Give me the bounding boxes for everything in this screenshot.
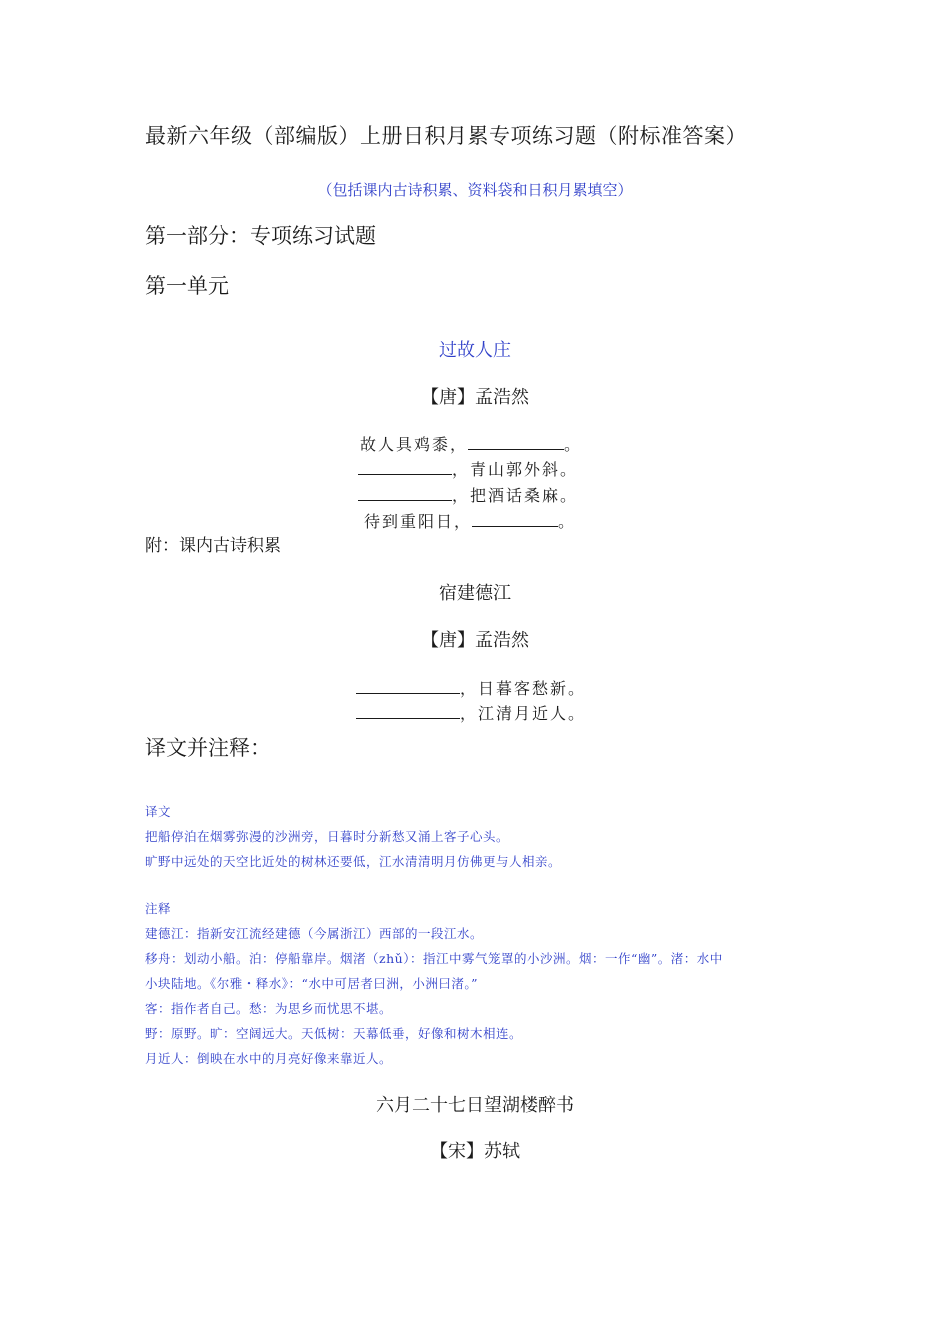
unit-heading: 第一单元 — [145, 274, 229, 298]
poem2-author: 【唐】孟浩然 — [421, 630, 529, 651]
fill-blank[interactable] — [468, 433, 564, 450]
poem2-line-2 — [356, 701, 586, 724]
annotation-line: 小块陆地。《尔雅・释水》：“水中可居者曰洲，小洲曰渚。” — [145, 976, 479, 991]
translation-line: 旷野中远处的天空比近处的树林还要低，江水清清明月仿佛更与人相亲。 — [145, 854, 562, 869]
annotation-line: 客：指作者自己。愁：为思乡而忧思不堪。 — [145, 1001, 393, 1016]
poem1-line-2 — [358, 457, 578, 480]
appendix-label: 附：课内古诗积累 — [145, 536, 281, 556]
annotation-label: 注释 — [145, 901, 172, 916]
poem1-line-1 — [360, 432, 582, 455]
document-title: 最新六年级（部编版）上册日积月累专项练习题（附标准答案） — [145, 124, 747, 148]
poem1-line-3 — [358, 483, 578, 506]
fill-blank[interactable] — [356, 677, 460, 694]
annotation-line: 野：原野。旷：空阔远大。天低树：天幕低垂，好像和树木相连。 — [145, 1026, 523, 1041]
poem2-line-1 — [356, 676, 586, 699]
poem1-line-2-text: ，青山郭外斜。 — [452, 460, 579, 479]
poem3-title: 六月二十七日望湖楼醉书 — [376, 1095, 574, 1116]
poem1-line-4 — [364, 509, 576, 532]
fill-blank[interactable] — [358, 484, 452, 501]
poem1-title: 过故人庄 — [439, 340, 511, 361]
poem3-author: 【宋】苏轼 — [430, 1141, 520, 1162]
part-heading: 第一部分：专项练习试题 — [145, 224, 376, 248]
poem1-line-1-text: 故人具鸡黍， — [360, 435, 469, 454]
poem1-line-1-end: 。 — [564, 435, 583, 454]
annotation-line: 月近人：倒映在水中的月亮好像来靠近人。 — [145, 1051, 393, 1066]
translation-label: 译文 — [145, 804, 172, 819]
fill-blank[interactable] — [472, 510, 558, 527]
poem1-line-3-text: ，把酒话桑麻。 — [452, 486, 579, 505]
document-subtitle: （包括课内古诗积累、资料袋和日积月累填空） — [317, 181, 633, 199]
poem1-line-4-text: 待到重阳日， — [364, 512, 473, 531]
poem2-title: 宿建德江 — [439, 583, 511, 604]
annotation-line: 建德江：指新安江流经建德（今属浙江）西部的一段江水。 — [145, 926, 484, 941]
notes-heading: 译文并注释： — [145, 736, 271, 760]
poem1-line-4-end: 。 — [558, 512, 577, 531]
annotation-line: 移舟：划动小船。泊：停船靠岸。烟渚（zhǔ）：指江中雾气笼罩的小沙洲。烟：一作“幽”。渚：水中 — [145, 951, 723, 966]
poem2-line-1-text: ，日暮客愁新。 — [460, 679, 587, 698]
translation-line: 把船停泊在烟雾弥漫的沙洲旁，日暮时分新愁又涌上客子心头。 — [145, 829, 510, 844]
fill-blank[interactable] — [356, 702, 460, 719]
poem1-author: 【唐】孟浩然 — [421, 387, 529, 408]
fill-blank[interactable] — [358, 458, 452, 475]
poem2-line-2-text: ，江清月近人。 — [460, 704, 587, 723]
